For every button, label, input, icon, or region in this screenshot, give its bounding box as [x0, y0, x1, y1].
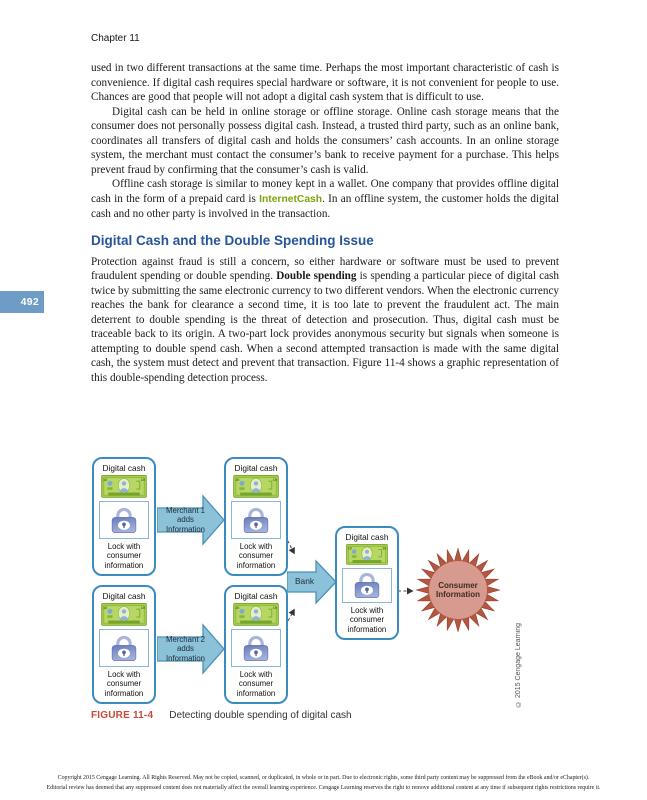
bank-arrow [287, 559, 337, 605]
lock-frame [231, 629, 281, 667]
body-text-column [91, 61, 559, 385]
paragraph-offline-storage [91, 177, 559, 222]
arrow-label-line: Merchant 2 [165, 635, 205, 645]
copyright-credit-vertical: © 2015 Cengage Learning [515, 622, 522, 707]
consumer-information-starburst [416, 548, 500, 632]
lock-icon [349, 570, 385, 600]
paragraph-online-storage: Digital cash can be held in online storage or offline storage. Online cash storage means that the consumer does not personally possess digital cash. Instead, a trusted third party, such as an online bank, coordinates all transfers of digital cash and holds the consumers’ cash accounts. In an online storage system, the merchant must contact the consumer’s bank to receive payment for a purchase. This helps prevent fraud by confirming that the consumer’s cash is valid. [91, 105, 559, 176]
copyright-line: Editorial review has deemed that any suppressed content does not materially affect the overall learning experience. Cengage Learning reserves the right to remove additional content at any time if subsequent rights restrictions require it. [46, 784, 601, 791]
lock-frame [342, 568, 392, 603]
paragraph-text: Offline cash storage is similar to money kept in a wallet. One company that provides offline digital cash in the form of a prepaid card is [91, 178, 559, 205]
merchant2-arrow-label [157, 623, 225, 675]
lock-caption: Lock with consumer information [236, 669, 276, 698]
merchant1-arrow-label [157, 494, 225, 546]
copyright-line: Copyright 2015 Cengage Learning. All Rights Reserved. May not be copied, scanned, or duplicated, in whole or in part. Due to electronic rights, some third party content may be suppressed from the eBook and/or eChapter(s). [57, 775, 590, 781]
digital-cash-box-merchant1 [224, 457, 288, 576]
lock-icon [238, 633, 274, 663]
lock-frame [231, 501, 281, 539]
page-number: 492 [20, 296, 39, 308]
paragraph-text: Protection against fraud is still a concern, so either hardware or software must be used to prevent fraudulent spending or double spending. [91, 255, 559, 283]
lock-caption: Lock with consumer information [104, 541, 144, 570]
banknote-icon [98, 475, 150, 498]
lock-caption: Lock with consumer information [104, 669, 144, 698]
merchant2-arrow [157, 623, 225, 675]
arrow-label-line: Merchant 1 [165, 506, 205, 516]
merchant1-arrow [157, 494, 225, 546]
starburst-label: Consumer Information [436, 580, 480, 599]
digital-cash-label: Digital cash [345, 532, 389, 542]
digital-cash-label: Digital cash [102, 463, 146, 473]
section-heading: Digital Cash and the Double Spending Issue [91, 233, 374, 249]
arrow-label-line: Information [165, 653, 205, 663]
paragraph-text: is spending a particular piece of digital cash twice by submitting the same electronic currency to two different vendors. When the electronic currency reaches the bank for clearance a second time, it is too late to prevent the fraudulent act. The main deterrent to double spending is the threat of detection and prosecution. Thus, digital cash must be traceable back to its origin. A two-part lock provides anonymous security but signals when someone is attempting to double spend cash. When a second attempted transaction is made with the same digital cash, the system must detect and prevent that transaction. Figure 11-4 shows a graphic representation of this double-spending detection process. [91, 270, 559, 384]
banknote-icon [230, 475, 282, 498]
digital-cash-box-original-bottom [92, 585, 156, 704]
copyright-footer [0, 774, 647, 793]
lock-icon [106, 505, 142, 535]
figure-caption: Detecting double spending of digital cash [169, 710, 352, 721]
internetcash-link[interactable]: InternetCash [259, 193, 323, 205]
lock-caption: Lock with consumer information [236, 541, 276, 570]
figure-label: FIGURE 11-4 [91, 710, 154, 721]
digital-cash-label: Digital cash [234, 591, 278, 601]
arrow-label-line: adds [177, 515, 194, 525]
lock-frame [99, 501, 149, 539]
lock-icon [106, 633, 142, 663]
digital-cash-box-bank [335, 526, 399, 640]
chapter-header: Chapter 11 [91, 33, 140, 44]
digital-cash-box-original-top [92, 457, 156, 576]
arrow-label-line: Information [165, 524, 205, 534]
page-number-badge [0, 291, 44, 313]
arrow-label-line: adds [177, 644, 194, 654]
arrow-label-line: Bank [294, 576, 315, 587]
key-term-double-spending: Double spending [276, 270, 357, 283]
paragraph-double-spending [91, 255, 559, 386]
figure-11-4-diagram [85, 452, 565, 712]
digital-cash-box-merchant2 [224, 585, 288, 704]
digital-cash-label: Digital cash [102, 591, 146, 601]
lock-caption: Lock with consumer information [347, 605, 387, 634]
lock-frame [99, 629, 149, 667]
banknote-icon [98, 603, 150, 626]
bank-arrow-label [287, 559, 337, 605]
banknote-icon [341, 544, 393, 565]
paragraph-text: . In an offline system, the customer holds the digital cash and no other party is involved in the transaction. [91, 192, 559, 221]
banknote-icon [230, 603, 282, 626]
digital-cash-label: Digital cash [234, 463, 278, 473]
lock-icon [238, 505, 274, 535]
figure-caption-row [91, 710, 352, 721]
paragraph-cash-convenience: used in two different transactions at the same time. Perhaps the most important characteristic of cash is convenience. If digital cash requires special hardware or software, it is not convenient for people to use. Chances are good that people will not adopt a digital cash system that is difficult to use. [91, 62, 559, 104]
